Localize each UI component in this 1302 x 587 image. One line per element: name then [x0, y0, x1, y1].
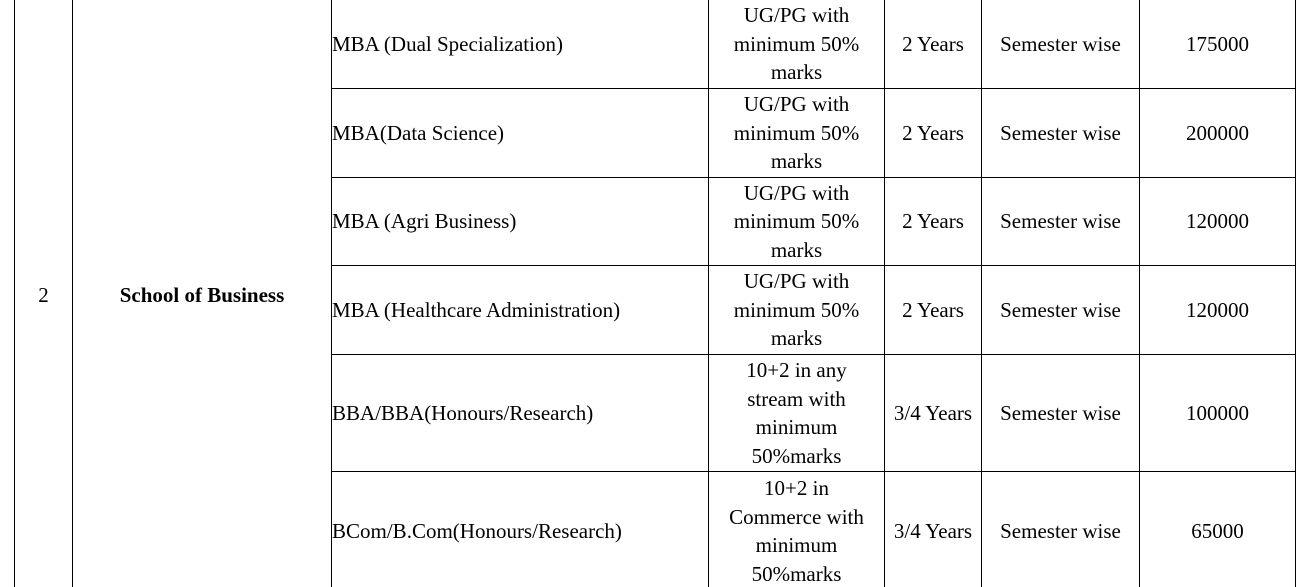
eligibility-line: UG/PG with — [743, 92, 850, 117]
eligibility-cell — [709, 266, 885, 355]
eligibility-line: stream with — [747, 386, 846, 411]
eligibility-line: minimum 50% — [733, 297, 860, 322]
eligibility-line: UG/PG with — [743, 3, 850, 28]
fee-amount-cell: 100000 — [1140, 355, 1296, 472]
duration-cell: 2 Years — [885, 178, 982, 266]
fee-amount-cell: 65000 — [1140, 472, 1296, 587]
program-name-cell: MBA (Agri Business) — [332, 178, 709, 266]
fee-mode-cell: Semester wise — [982, 472, 1140, 587]
eligibility-line: minimum 50% — [733, 31, 860, 56]
fee-mode-cell: Semester wise — [982, 89, 1140, 178]
serial-number-cell: 2 — [15, 0, 73, 587]
program-name-cell: MBA(Data Science) — [332, 89, 709, 178]
duration-cell: 2 Years — [885, 89, 982, 178]
fee-amount-cell: 120000 — [1140, 266, 1296, 355]
eligibility-line: marks — [770, 237, 823, 262]
fee-amount-cell: 120000 — [1140, 178, 1296, 266]
fee-amount-cell: 200000 — [1140, 89, 1296, 178]
fee-mode-cell: Semester wise — [982, 178, 1140, 266]
eligibility-line: 10+2 in — [764, 476, 829, 500]
eligibility-line: marks — [770, 60, 823, 85]
table-row — [15, 0, 1296, 89]
fee-mode-cell: Semester wise — [982, 355, 1140, 472]
fee-mode-cell: Semester wise — [982, 0, 1140, 89]
eligibility-line: marks — [770, 326, 823, 351]
eligibility-line: 10+2 in any — [746, 358, 847, 382]
fee-mode-cell: Semester wise — [982, 266, 1140, 355]
eligibility-line: minimum 50% — [733, 209, 860, 234]
eligibility-line: minimum — [755, 415, 838, 439]
program-name-cell: MBA (Dual Specialization) — [332, 0, 709, 89]
eligibility-cell — [709, 0, 885, 89]
program-name-cell: BCom/B.Com(Honours/Research) — [332, 472, 709, 587]
fee-structure-table — [14, 0, 1296, 587]
program-name-cell: BBA/BBA(Honours/Research) — [332, 355, 709, 472]
eligibility-cell — [709, 355, 885, 472]
fee-amount-cell: 175000 — [1140, 0, 1296, 89]
eligibility-line: minimum 50% — [733, 120, 860, 145]
eligibility-line: 50%marks — [751, 561, 842, 586]
eligibility-line: 50%marks — [751, 443, 842, 468]
duration-cell: 3/4 Years — [885, 472, 982, 587]
eligibility-line: marks — [770, 149, 823, 174]
program-name-cell: MBA (Healthcare Administration) — [332, 266, 709, 355]
eligibility-cell — [709, 89, 885, 178]
school-name-cell: School of Business — [73, 0, 332, 587]
eligibility-line: UG/PG with — [743, 180, 850, 205]
eligibility-line: minimum — [755, 533, 838, 557]
duration-cell: 2 Years — [885, 0, 982, 89]
eligibility-cell — [709, 472, 885, 587]
duration-cell: 3/4 Years — [885, 355, 982, 472]
eligibility-line: UG/PG with — [743, 269, 850, 294]
duration-cell: 2 Years — [885, 266, 982, 355]
eligibility-line: Commerce with — [729, 504, 864, 529]
eligibility-cell — [709, 178, 885, 266]
